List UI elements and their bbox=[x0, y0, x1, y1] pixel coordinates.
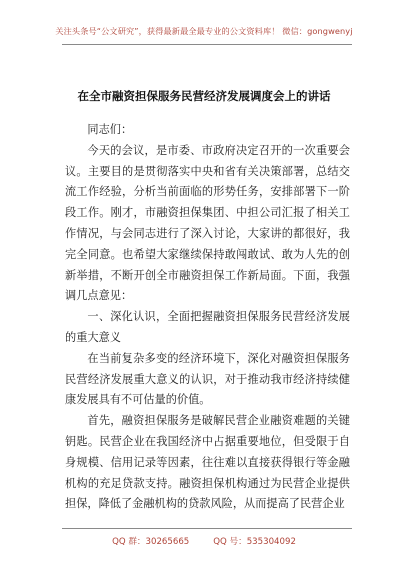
header-divider bbox=[62, 44, 352, 45]
footer-qq-group: QQ 群：30265665 bbox=[112, 537, 190, 547]
header-note: 关注头条号“公文研究”，获得最新最全最专业的公文资料库！ 微信：gongwenyj bbox=[55, 26, 353, 36]
footer bbox=[0, 535, 408, 547]
document-body bbox=[65, 120, 350, 515]
paragraph: 在当前复杂多变的经济环境下，深化对融资担保服务民营经济发展重大意义的认识，对于推动我市经济持续健康发展具有不可估量的价值。 bbox=[65, 351, 350, 407]
section-heading: 一、深化认识，全面把握融资担保服务民营经济发展的重大意义 bbox=[65, 310, 350, 344]
salutation: 同志们： bbox=[87, 123, 133, 136]
paragraph: 首先，融资担保服务是破解民营企业融资难题的关键钥匙。民营企业在我国经济中占据重要地位，但受限于自身规模、信用记录等因素，往往难以直接获得银行等金融机构的充足贷款支持。融资担保机构通过为民营企业提供担保，降低了金融机构的贷款风险，从而提高了民营企业 bbox=[65, 414, 350, 511]
paragraph: 今天的会议，是市委、市政府决定召开的一次重要会议。主要目的是贯彻落实中央和省有关决策部署，总结交流工作经验，分析当前面临的形势任务，安排部署下一阶段工作。刚才，市融资担保集团、中担公司汇报了相关工作情况，与会同志进行了深入讨论，大家讲的都很好，我完全同意。也希望大家继续保持敢闯敢试、敢为人先的创新举措，不断开创全市融资担保工作新局面。下面，我强调几点意见： bbox=[65, 143, 350, 303]
footer-qq-number: QQ 号：535304092 bbox=[213, 537, 296, 547]
footer-divider bbox=[62, 528, 352, 529]
document-title: 在全市融资担保服务民营经济发展调度会上的讲话 bbox=[77, 89, 331, 103]
